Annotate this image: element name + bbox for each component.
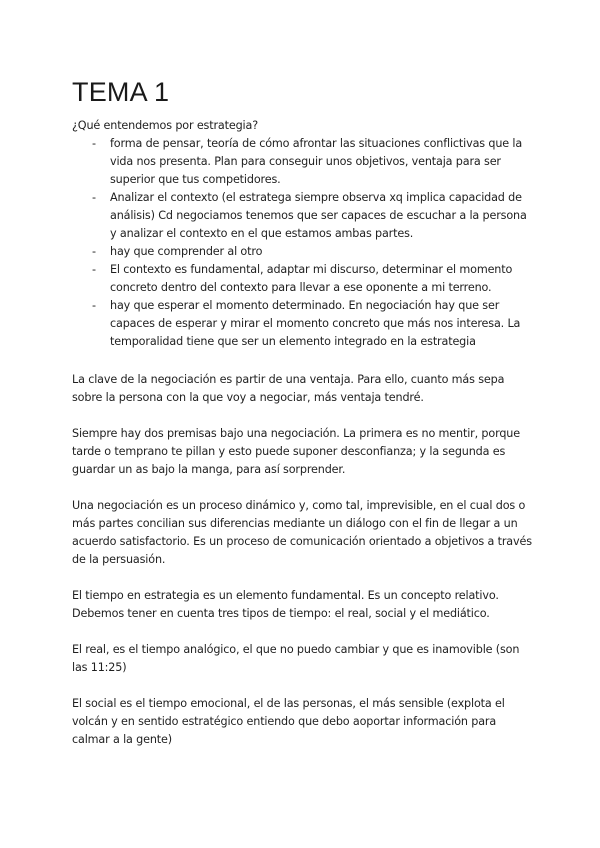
paragraph-negociacion: Una negociación es un proceso dinámico y, como tal, imprevisible, en el cual dos o más partes concilian sus diferencias mediante un diálogo con el fin de llegar a un acuerdo satisfactorio. Es un proceso de comunicación orientado a objetivos a través de la persuasión. [72,499,532,566]
bullet-text: hay que comprender al otro [110,245,263,258]
bullet-list [72,135,534,351]
bullet-dash: - [92,191,96,204]
list-item [92,297,534,351]
bullet-text: Analizar el contexto (el estratega siempre observa xq implica capacidad de análisis) Cd negociamos tenemos que ser capaces de escuchar a la persona y analizar el contexto en el que estamos ambas partes. [110,191,527,240]
question-heading: ¿Qué entendemos por estrategia? [72,119,258,132]
list-item [92,135,534,189]
paragraph-tiempo-social: El social es el tiempo emocional, el de las personas, el más sensible (explota el volcán y en sentido estratégico entiendo que debo aoportar información para calmar a la gente) [72,697,505,746]
paragraph-tiempo-real: El real, es el tiempo analógico, el que no puedo cambiar y que es inamovible (son las 11:25) [72,643,520,674]
list-item [92,243,534,261]
bullet-dash: - [92,137,96,150]
paragraph-premisas: Siempre hay dos premisas bajo una negociación. La primera es no mentir, porque tarde o temprano te pillan y esto puede suponer desconfianza; y la segunda es guardar un as bajo la manga, para así sorprender. [72,427,520,476]
bullet-dash: - [92,245,96,258]
paragraph-ventaja: La clave de la negociación es partir de una ventaja. Para ello, cuanto más sepa sobre la persona con la que voy a negociar, más ventaja tendré. [72,373,505,404]
bullet-text: hay que esperar el momento determinado. En negociación hay que ser capaces de esperar y mirar el momento concreto que más nos interesa. La temporalidad tiene que ser un elemento integrado en la estrategia [110,299,521,348]
bullet-text: forma de pensar, teoría de cómo afrontar las situaciones conflictivas que la vida nos presenta. Plan para conseguir unos objetivos, ventaja para ser superior que tus competidores. [110,137,523,186]
paragraph-tiempo: El tiempo en estrategia es un elemento fundamental. Es un concepto relativo. Debemos tener en cuenta tres tipos de tiempo: el real, social y el mediático. [72,589,499,620]
list-item [92,189,534,243]
page-title: TEMA 1 [72,77,170,107]
list-item [92,261,534,297]
bullet-text: El contexto es fundamental, adaptar mi discurso, determinar el momento concreto dentro del contexto para llevar a ese oponente a mi terreno. [110,263,513,294]
bullet-dash: - [92,263,96,276]
document-body [72,117,534,749]
bullet-dash: - [92,299,96,312]
